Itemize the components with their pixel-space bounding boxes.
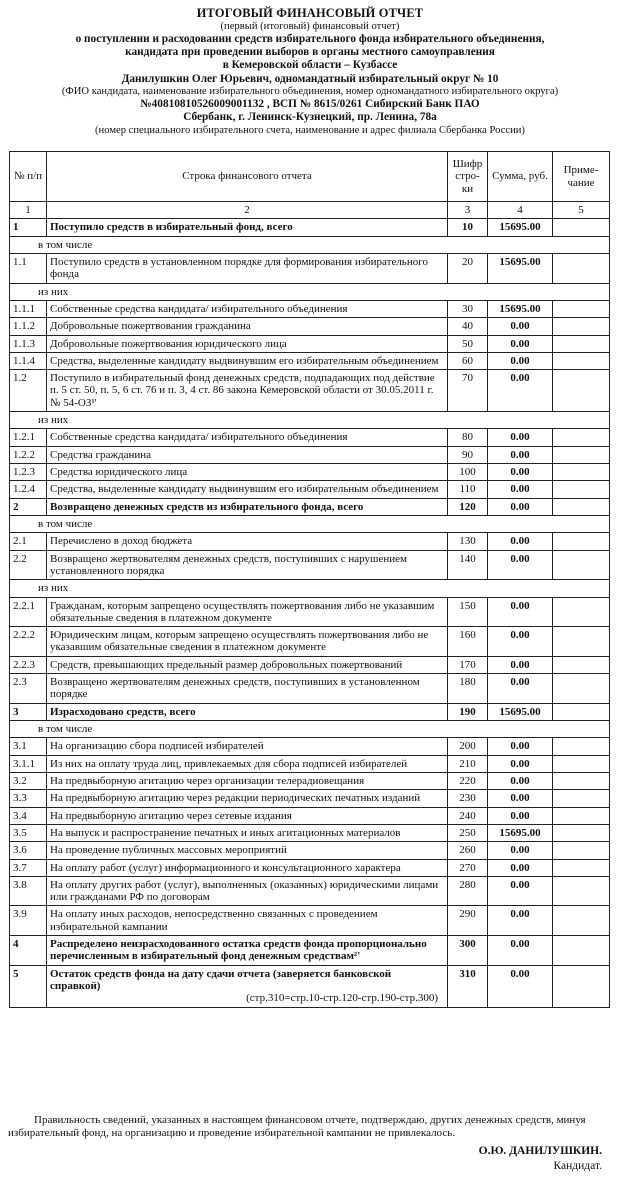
table-row [10, 627, 610, 657]
signer-name: О.Ю. ДАНИЛУШКИН. [478, 1145, 602, 1157]
row-text [47, 446, 448, 463]
row-text [47, 550, 448, 580]
table-row [10, 859, 610, 876]
candidate-note: (ФИО кандидата, наименование избирательного объединения, номер одномандатного избирательного округа) [61, 85, 559, 97]
col-number: 4 [488, 202, 553, 219]
row-text [47, 674, 448, 704]
row-number: 2.2 [10, 550, 47, 580]
table-row [10, 550, 610, 580]
table-row [10, 842, 610, 859]
row-number: 2.3 [10, 674, 47, 704]
row-text-value: Возвращено жертвователям денежных средств, поступивших в установленном порядке [50, 676, 420, 701]
row-number: 3.6 [10, 842, 47, 859]
row-number: 1.1.3 [10, 335, 47, 352]
table-row [10, 219, 610, 236]
row-note [553, 738, 610, 755]
row-sum: 0.00 [488, 481, 553, 498]
report-header [0, 0, 620, 137]
row-code: 280 [448, 876, 488, 906]
footer-statement [8, 1114, 612, 1139]
row-sum: 15695.00 [488, 300, 553, 317]
row-text [47, 300, 448, 317]
table-header-row [10, 152, 610, 202]
row-code: 100 [448, 464, 488, 481]
subheading-label: из них [10, 283, 610, 300]
bank-line: Сбербанк, г. Ленинск-Кузнецкий, пр. Ленина, 78а [183, 111, 437, 124]
row-sum: 15695.00 [488, 219, 553, 236]
table-row [10, 429, 610, 446]
header-num: № п/п [10, 152, 47, 202]
row-number: 1.1.1 [10, 300, 47, 317]
table-row [10, 824, 610, 841]
row-text [47, 370, 448, 412]
row-note [553, 965, 610, 1007]
row-number: 2.1 [10, 533, 47, 550]
subheading-row [10, 515, 610, 532]
row-text-value: Гражданам, которым запрещено осуществлять пожертвования либо не указавшим обязательные сведения в платежном документе [50, 599, 435, 624]
row-note [553, 300, 610, 317]
row-number: 3.8 [10, 876, 47, 906]
row-code: 110 [448, 481, 488, 498]
table-row [10, 738, 610, 755]
candidate-line: Данилушкин Олег Юрьевич, одномандатный избирательный округ № 10 [121, 72, 499, 85]
row-number: 1.2.4 [10, 481, 47, 498]
row-code: 130 [448, 533, 488, 550]
row-number: 3.2 [10, 772, 47, 789]
row-sum: 0.00 [488, 906, 553, 936]
row-number: 1.2 [10, 370, 47, 412]
header-note: Приме-чание [553, 152, 610, 202]
table-row [10, 498, 610, 515]
row-number: 1.2.2 [10, 446, 47, 463]
row-sum: 0.00 [488, 318, 553, 335]
header-code: Шифр стро-ки [448, 152, 488, 202]
table-row [10, 772, 610, 789]
row-text-value: На оплату работ (услуг) информационного и консультационного характера [50, 861, 401, 874]
row-number: 1 [10, 219, 47, 236]
row-sum: 0.00 [488, 738, 553, 755]
row-text-value: Поступило в избирательный фонд денежных средств, подпадающих под действие п. 5 ст. 50, п. 5, 6 ст. 76 и п. 3, 4 ст. 86 закона Кемеровской области от 30.05.2011 г. № 54-ОЗ¹' [50, 372, 435, 409]
row-text [47, 906, 448, 936]
row-sum: 0.00 [488, 464, 553, 481]
table-row [10, 253, 610, 283]
account-note: (номер специального избирательного счета, наименование и адрес филиала Сбербанка России) [95, 124, 525, 136]
row-code: 60 [448, 352, 488, 369]
row-sum: 0.00 [488, 498, 553, 515]
row-note [553, 656, 610, 673]
row-number: 4 [10, 936, 47, 966]
row-text-value: Добровольные пожертвования юридического лица [50, 337, 287, 350]
row-sum: 15695.00 [488, 253, 553, 283]
row-text-value: Возвращено жертвователям денежных средств, поступивших с нарушением установленного порядка [50, 552, 407, 577]
row-text [47, 464, 448, 481]
table-row [10, 597, 610, 627]
table-row [10, 481, 610, 498]
row-text-value: Средства юридического лица [50, 466, 188, 478]
row-text-value: Средства гражданина [50, 448, 152, 461]
row-text-value: Перечислено в доход бюджета [50, 535, 193, 548]
row-code: 50 [448, 335, 488, 352]
row-sum: 0.00 [488, 550, 553, 580]
row-number: 3 [10, 703, 47, 720]
row-text [47, 824, 448, 841]
subheading-row [10, 236, 610, 253]
row-code: 170 [448, 656, 488, 673]
row-text [47, 936, 448, 966]
row-note [553, 533, 610, 550]
row-sum: 0.00 [488, 859, 553, 876]
row-note [553, 481, 610, 498]
row-text [47, 533, 448, 550]
signature-block [479, 1144, 602, 1174]
account-line: №40810810526009001132 , ВСП № 8615/0261 Сибирский Банк ПАО [140, 98, 480, 111]
subheading-label: в том числе [10, 236, 610, 253]
subheading-label: из них [10, 412, 610, 429]
row-number: 3.5 [10, 824, 47, 841]
row-code: 250 [448, 824, 488, 841]
row-text [47, 965, 448, 1007]
row-note [553, 335, 610, 352]
row-text [47, 755, 448, 772]
row-note [553, 936, 610, 966]
row-text [47, 219, 448, 236]
row-sum: 15695.00 [488, 824, 553, 841]
row-text [47, 842, 448, 859]
table-row [10, 790, 610, 807]
subheading-label: из них [10, 580, 610, 597]
subheading-row [10, 721, 610, 738]
row-code: 240 [448, 807, 488, 824]
row-code: 270 [448, 859, 488, 876]
row-code: 80 [448, 429, 488, 446]
row-sum: 0.00 [488, 876, 553, 906]
row-number: 5 [10, 965, 47, 1007]
row-number: 2.2.3 [10, 656, 47, 673]
row-note [553, 597, 610, 627]
row-text-value: На проведение публичных массовых мероприятий [50, 844, 287, 857]
row-sum: 0.00 [488, 429, 553, 446]
statement-text: Правильность сведений, указанных в настоящем финансовом отчете, подтверждаю, других денежных средств, минуя избирательный фонд, на организацию и проведение избирательной кампании не привлекалось. [8, 1114, 586, 1139]
row-text-value: Юридическим лицам, которым запрещено осуществлять пожертвования либо не указавшим обязательные сведения в платежном документе [50, 629, 429, 654]
row-number: 3.3 [10, 790, 47, 807]
row-number: 3.4 [10, 807, 47, 824]
table-row [10, 464, 610, 481]
row-note [553, 859, 610, 876]
subheading-row [10, 412, 610, 429]
row-note [553, 772, 610, 789]
report-line2: кандидата при проведении выборов в органы местного самоуправления [125, 46, 495, 59]
row-text [47, 318, 448, 335]
row-text [47, 498, 448, 515]
row-code: 210 [448, 755, 488, 772]
row-number: 1.1 [10, 253, 47, 283]
row-code: 20 [448, 253, 488, 283]
row-text [47, 790, 448, 807]
row-text [47, 429, 448, 446]
table-row [10, 703, 610, 720]
row-text [47, 807, 448, 824]
row-text-value: На предвыборную агитацию через организации телерадиовещания [50, 774, 365, 787]
col-number: 1 [10, 202, 47, 219]
row-text-value: На выпуск и распространение печатных и иных агитационных материалов [50, 826, 401, 839]
row-note [553, 703, 610, 720]
report-line1: о поступлении и расходовании средств избирательного фонда избирательного объединения, [75, 32, 545, 45]
row-text [47, 876, 448, 906]
row-note [553, 219, 610, 236]
finance-table [9, 151, 610, 1008]
table-row [10, 755, 610, 772]
row-sum: 0.00 [488, 446, 553, 463]
row-text [47, 352, 448, 369]
table-row [10, 300, 610, 317]
row-sum: 0.00 [488, 755, 553, 772]
row-text [47, 627, 448, 657]
row-text [47, 335, 448, 352]
row-sum: 0.00 [488, 656, 553, 673]
row-note [553, 906, 610, 936]
row-code: 300 [448, 936, 488, 966]
row-code: 160 [448, 627, 488, 657]
row-note [553, 807, 610, 824]
table-row [10, 335, 610, 352]
finance-table-body [10, 152, 610, 1008]
signer-role: Кандидат. [553, 1159, 602, 1172]
row-formula: (стр.310=стр.10-стр.120-стр.190-стр.300) [246, 992, 438, 1005]
row-note [553, 824, 610, 841]
row-text [47, 656, 448, 673]
row-text-value: Собственные средства кандидата/ избирательного объединения [50, 302, 348, 315]
row-sum: 15695.00 [488, 703, 553, 720]
row-sum: 0.00 [488, 772, 553, 789]
row-text-value: На предвыборную агитацию через сетевые издания [50, 809, 292, 822]
header-sum: Сумма, руб. [488, 152, 553, 202]
row-note [553, 370, 610, 412]
col-number: 3 [448, 202, 488, 219]
row-number: 1.2.1 [10, 429, 47, 446]
table-row [10, 965, 610, 1007]
row-code: 180 [448, 674, 488, 704]
row-text-value: Израсходовано средств, всего [50, 705, 196, 718]
row-code: 120 [448, 498, 488, 515]
row-text-value: На организацию сбора подписей избирателей [50, 740, 264, 753]
row-note [553, 446, 610, 463]
row-text-value: Распределено неизрасходованного остатка средств фонда пропорционально перечисленным в избирательный фонд денежным средствам²' [50, 938, 427, 963]
table-row [10, 674, 610, 704]
row-code: 140 [448, 550, 488, 580]
row-code: 90 [448, 446, 488, 463]
table-row [10, 656, 610, 673]
row-number: 3.7 [10, 859, 47, 876]
row-text-value: Возвращено денежных средств из избирательного фонда, всего [50, 500, 364, 513]
col-number: 2 [47, 202, 448, 219]
row-text [47, 703, 448, 720]
row-sum: 0.00 [488, 335, 553, 352]
col-number: 5 [553, 202, 610, 219]
row-code: 200 [448, 738, 488, 755]
row-code: 70 [448, 370, 488, 412]
row-sum: 0.00 [488, 352, 553, 369]
row-number: 3.1 [10, 738, 47, 755]
row-code: 260 [448, 842, 488, 859]
row-sum: 0.00 [488, 533, 553, 550]
row-sum: 0.00 [488, 370, 553, 412]
subheading-row [10, 580, 610, 597]
row-text-value: Средств, превышающих предельный размер добровольных пожертвований [50, 658, 403, 671]
row-note [553, 429, 610, 446]
row-note [553, 498, 610, 515]
row-number: 1.1.4 [10, 352, 47, 369]
row-text-value: Средства, выделенные кандидату выдвинувшим его избирательным объединением [50, 483, 439, 496]
row-sum: 0.00 [488, 790, 553, 807]
row-code: 230 [448, 790, 488, 807]
row-sum: 0.00 [488, 597, 553, 627]
row-note [553, 352, 610, 369]
row-text [47, 481, 448, 498]
row-text-value: Поступило средств в установленном порядке для формирования избирательного фонда [50, 255, 428, 281]
row-sum: 0.00 [488, 807, 553, 824]
row-text [47, 859, 448, 876]
table-row [10, 936, 610, 966]
row-number: 2 [10, 498, 47, 515]
row-text-value: Собственные средства кандидата/ избирательного объединения [50, 431, 348, 444]
row-number: 1.2.3 [10, 464, 47, 481]
row-text-value: Из них на оплату труда лиц, привлекаемых для сбора подписей избирателей [50, 757, 408, 770]
subheading-label: в том числе [10, 721, 610, 738]
row-code: 10 [448, 219, 488, 236]
table-row [10, 876, 610, 906]
row-note [553, 550, 610, 580]
subheading-label: в том числе [10, 515, 610, 532]
row-note [553, 627, 610, 657]
row-text-value: На предвыборную агитацию через редакции периодических печатных изданий [50, 792, 421, 805]
row-text-value: Поступило средств в избирательный фонд, всего [50, 221, 293, 234]
report-subtitle: (первый (итоговый) финансовый отчет) [220, 20, 400, 32]
row-sum: 0.00 [488, 936, 553, 966]
row-number: 2.2.1 [10, 597, 47, 627]
table-row [10, 318, 610, 335]
row-sum: 0.00 [488, 842, 553, 859]
report-title: ИТОГОВЫЙ ФИНАНСОВЫЙ ОТЧЕТ [196, 6, 424, 20]
row-sum: 0.00 [488, 674, 553, 704]
row-text-value: Остаток средств фонда на дату сдачи отчета (заверяется банковской справкой) [50, 967, 392, 992]
row-text-value: На оплату других работ (услуг), выполненных (оказанных) юридическими лицами или гражданами РФ по договорам [50, 878, 439, 904]
row-note [553, 318, 610, 335]
row-text-value: На оплату иных расходов, непосредственно связанных с проведением избирательной кампании [50, 908, 378, 933]
row-code: 190 [448, 703, 488, 720]
row-code: 220 [448, 772, 488, 789]
table-row [10, 906, 610, 936]
column-number-row [10, 202, 610, 219]
row-note [553, 842, 610, 859]
row-code: 290 [448, 906, 488, 936]
row-code: 30 [448, 300, 488, 317]
table-row [10, 533, 610, 550]
row-note [553, 253, 610, 283]
row-note [553, 790, 610, 807]
row-number: 3.9 [10, 906, 47, 936]
row-code: 40 [448, 318, 488, 335]
row-note [553, 755, 610, 772]
header-line: Строка финансового отчета [47, 152, 448, 202]
row-number: 3.1.1 [10, 755, 47, 772]
report-line3: в Кемеровской области – Кузбассе [222, 59, 398, 72]
row-number: 2.2.2 [10, 627, 47, 657]
row-text-value: Средства, выделенные кандидату выдвинувшим его избирательным объединением [50, 354, 439, 367]
row-text-value: Добровольные пожертвования гражданина [50, 320, 251, 333]
table-row [10, 370, 610, 412]
row-text [47, 597, 448, 627]
row-note [553, 464, 610, 481]
row-number: 1.1.2 [10, 318, 47, 335]
row-code: 310 [448, 965, 488, 1007]
row-note [553, 876, 610, 906]
row-code: 150 [448, 597, 488, 627]
row-sum: 0.00 [488, 965, 553, 1007]
table-row [10, 352, 610, 369]
row-note [553, 674, 610, 704]
row-sum: 0.00 [488, 627, 553, 657]
row-text [47, 772, 448, 789]
row-text [47, 738, 448, 755]
row-text [47, 253, 448, 283]
table-row [10, 807, 610, 824]
subheading-row [10, 283, 610, 300]
table-row [10, 446, 610, 463]
